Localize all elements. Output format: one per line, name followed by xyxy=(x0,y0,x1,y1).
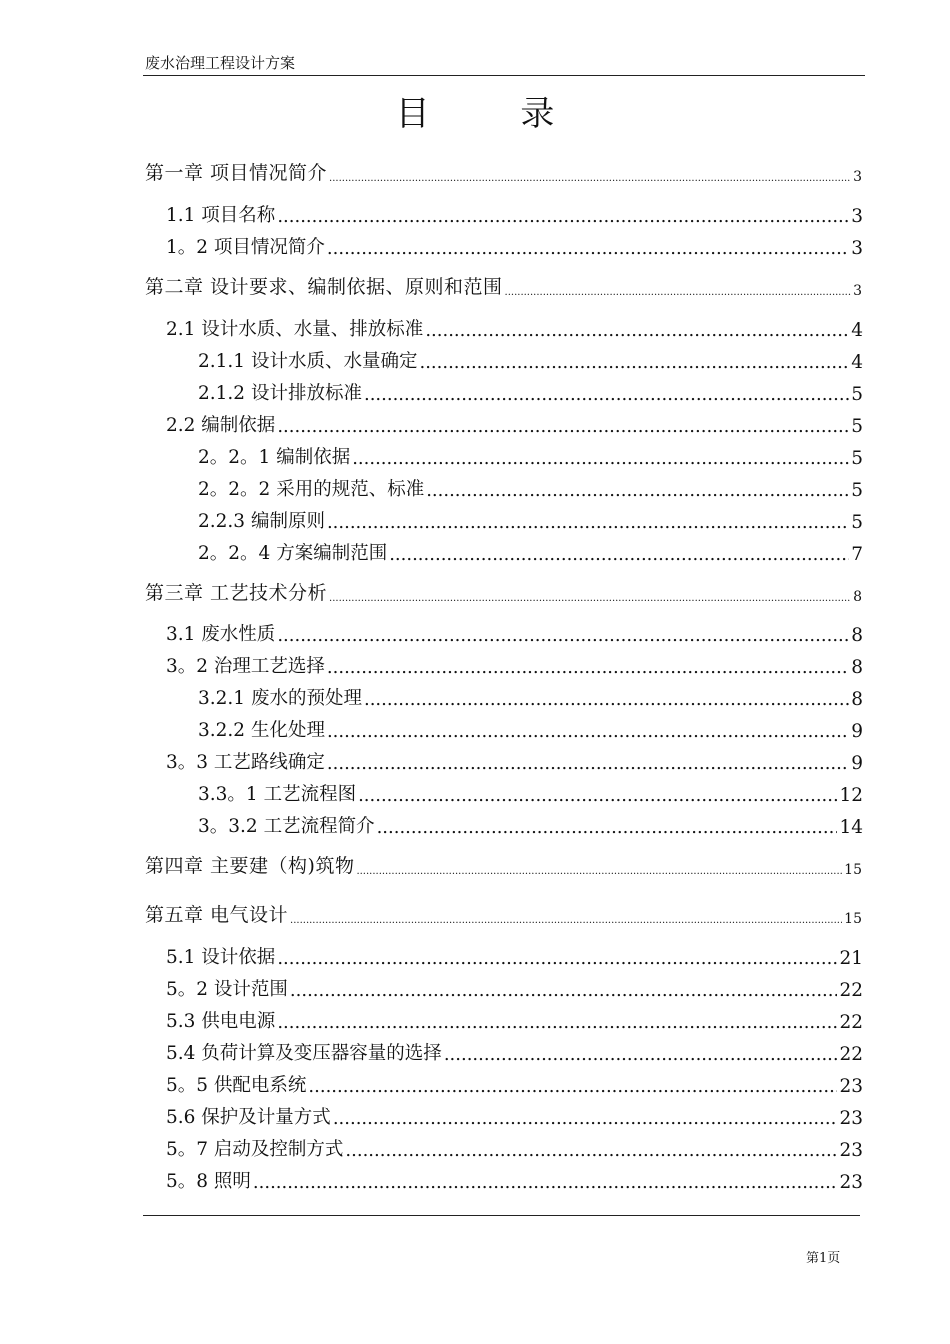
toc-entry-label: 2.1 设计水质、水量、排放标准 xyxy=(166,319,424,340)
toc-page-number: 3 xyxy=(853,283,862,299)
running-header: 废水治理工程设计方案 xyxy=(145,54,296,72)
toc-section-entry[interactable] xyxy=(198,475,863,501)
toc-section-entry[interactable] xyxy=(198,539,863,565)
toc-entry-label: 5。8 照明 xyxy=(166,1171,251,1192)
toc-dot-leader xyxy=(358,785,837,806)
toc-chapter-entry[interactable] xyxy=(145,900,862,927)
toc-section-entry[interactable] xyxy=(166,943,863,969)
toc-page-number: 15 xyxy=(844,911,862,927)
toc-dot-leader xyxy=(290,915,842,926)
toc-section-entry[interactable] xyxy=(166,1103,863,1129)
toc-entry-label: 5.4 负荷计算及变压器容量的选择 xyxy=(166,1043,442,1064)
toc-dot-leader xyxy=(290,980,838,1001)
toc-section-entry[interactable] xyxy=(198,812,863,838)
toc-page-number: 9 xyxy=(851,721,863,742)
toc-section-entry[interactable] xyxy=(166,748,863,774)
toc-entry-label: 3。3 工艺路线确定 xyxy=(166,752,325,773)
toc-section-entry[interactable] xyxy=(198,507,863,533)
toc-entry-label: 3。3.2 工艺流程简介 xyxy=(198,816,375,837)
toc-dot-leader xyxy=(277,416,849,437)
page-title: 目 录 xyxy=(395,94,595,134)
toc-dot-leader xyxy=(327,721,849,742)
toc-section-entry[interactable] xyxy=(198,347,863,373)
toc-page-number: 5 xyxy=(851,416,863,437)
toc-page-number: 9 xyxy=(851,753,863,774)
toc-dot-leader xyxy=(425,320,849,341)
toc-page-number: 12 xyxy=(839,785,863,806)
toc-page-number: 5 xyxy=(851,448,863,469)
toc-page-number: 22 xyxy=(839,980,863,1001)
toc-section-entry[interactable] xyxy=(166,233,863,259)
toc-chapter-entry[interactable] xyxy=(145,158,862,185)
toc-entry-label: 3.2.2 生化处理 xyxy=(198,720,325,741)
toc-dot-leader xyxy=(333,1108,838,1129)
toc-section-entry[interactable] xyxy=(166,1007,863,1033)
toc-page-number: 23 xyxy=(839,1076,863,1097)
toc-entry-label: 1。2 项目情况简介 xyxy=(166,237,325,258)
toc-section-entry[interactable] xyxy=(166,652,863,678)
toc-page-number: 4 xyxy=(851,352,863,373)
toc-section-entry[interactable] xyxy=(166,1071,863,1097)
toc-section-entry[interactable] xyxy=(166,315,863,341)
toc-dot-leader xyxy=(356,866,842,877)
toc-dot-leader xyxy=(327,753,849,774)
toc-dot-leader xyxy=(389,544,849,565)
toc-dot-leader xyxy=(277,948,837,969)
toc-entry-label: 5.1 设计依据 xyxy=(166,947,276,968)
toc-page-number: 23 xyxy=(839,1140,863,1161)
toc-dot-leader xyxy=(505,287,852,298)
toc-dot-leader xyxy=(277,1012,837,1033)
toc-section-entry[interactable] xyxy=(166,1167,863,1193)
toc-dot-leader xyxy=(329,593,851,604)
toc-chapter-entry[interactable] xyxy=(145,851,862,878)
toc-dot-leader xyxy=(329,173,851,184)
toc-dot-leader xyxy=(327,512,849,533)
toc-dot-leader xyxy=(327,657,849,678)
toc-entry-label: 2。2。1 编制依据 xyxy=(198,447,351,468)
toc-dot-leader xyxy=(277,625,849,646)
toc-dot-leader xyxy=(364,689,849,710)
toc-page-number: 23 xyxy=(839,1172,863,1193)
toc-entry-label: 2。2。4 方案编制范围 xyxy=(198,543,388,564)
toc-chapter-entry[interactable] xyxy=(145,272,862,299)
toc-entry-label: 3.1 废水性质 xyxy=(166,624,276,645)
page-number: 第1页 xyxy=(806,1251,841,1266)
toc-page-number: 5 xyxy=(851,480,863,501)
toc-section-entry[interactable] xyxy=(198,684,863,710)
toc-entry-label: 2。2。2 采用的规范、标准 xyxy=(198,479,425,500)
toc-dot-leader xyxy=(253,1172,838,1193)
toc-page-number: 8 xyxy=(851,689,863,710)
toc-dot-leader xyxy=(277,206,849,227)
toc-section-entry[interactable] xyxy=(198,780,863,806)
toc-entry-label: 2.2.3 编制原则 xyxy=(198,511,325,532)
toc-section-entry[interactable] xyxy=(166,1135,863,1161)
toc-dot-leader xyxy=(308,1076,837,1097)
toc-section-entry[interactable] xyxy=(166,1039,863,1065)
toc-entry-label: 3.2.1 废水的预处理 xyxy=(198,688,362,709)
toc-dot-leader xyxy=(345,1140,837,1161)
toc-page-number: 15 xyxy=(844,862,862,878)
toc-dot-leader xyxy=(377,817,838,838)
toc-entry-label: 5。2 设计范围 xyxy=(166,979,288,1000)
toc-dot-leader xyxy=(352,448,849,469)
toc-section-entry[interactable] xyxy=(198,443,863,469)
toc-dot-leader xyxy=(327,238,849,259)
toc-dot-leader xyxy=(419,352,849,373)
toc-section-entry[interactable] xyxy=(166,620,863,646)
footer-divider xyxy=(143,1215,860,1216)
toc-page-number: 23 xyxy=(839,1108,863,1129)
toc-entry-label: 5.3 供电电源 xyxy=(166,1011,276,1032)
toc-page-number: 14 xyxy=(839,817,863,838)
toc-page-number: 3 xyxy=(851,206,863,227)
toc-page-number: 3 xyxy=(851,238,863,259)
toc-section-entry[interactable] xyxy=(166,975,863,1001)
toc-entry-label: 第一章 项目情况简介 xyxy=(145,162,328,184)
toc-page-number: 4 xyxy=(851,320,863,341)
toc-entry-label: 第五章 电气设计 xyxy=(145,904,289,926)
toc-page-number: 8 xyxy=(851,657,863,678)
toc-entry-label: 3.3。1 工艺流程图 xyxy=(198,784,357,805)
header-divider xyxy=(143,75,865,76)
toc-section-entry[interactable] xyxy=(198,716,863,742)
toc-entry-label: 1.1 项目名称 xyxy=(166,205,276,226)
toc-entry-label: 3。2 治理工艺选择 xyxy=(166,656,325,677)
toc-dot-leader xyxy=(426,480,849,501)
toc-page-number: 22 xyxy=(839,1044,863,1065)
toc-dot-leader xyxy=(444,1044,838,1065)
toc-entry-label: 第三章 工艺技术分析 xyxy=(145,582,328,604)
toc-page-number: 8 xyxy=(851,625,863,646)
toc-entry-label: 5。7 启动及控制方式 xyxy=(166,1139,344,1160)
toc-dot-leader xyxy=(364,384,849,405)
toc-page-number: 5 xyxy=(851,384,863,405)
toc-page-number: 21 xyxy=(839,948,863,969)
toc-entry-label: 2.2 编制依据 xyxy=(166,415,276,436)
toc-entry-label: 第二章 设计要求、编制依据、原则和范围 xyxy=(145,276,503,298)
toc-section-entry[interactable] xyxy=(198,379,863,405)
toc-section-entry[interactable] xyxy=(166,411,863,437)
toc-page-number: 3 xyxy=(853,169,862,185)
toc-entry-label: 2.1.2 设计排放标准 xyxy=(198,383,362,404)
toc-entry-label: 5。5 供配电系统 xyxy=(166,1075,307,1096)
toc-entry-label: 第四章 主要建（构)筑物 xyxy=(145,855,355,877)
toc-page-number: 22 xyxy=(839,1012,863,1033)
toc-page-number: 7 xyxy=(851,544,863,565)
toc-section-entry[interactable] xyxy=(166,201,863,227)
toc-page-number: 5 xyxy=(851,512,863,533)
toc-entry-label: 2.1.1 设计水质、水量确定 xyxy=(198,351,418,372)
toc-page-number: 8 xyxy=(853,589,862,605)
toc-chapter-entry[interactable] xyxy=(145,578,862,605)
toc-entry-label: 5.6 保护及计量方式 xyxy=(166,1107,331,1128)
